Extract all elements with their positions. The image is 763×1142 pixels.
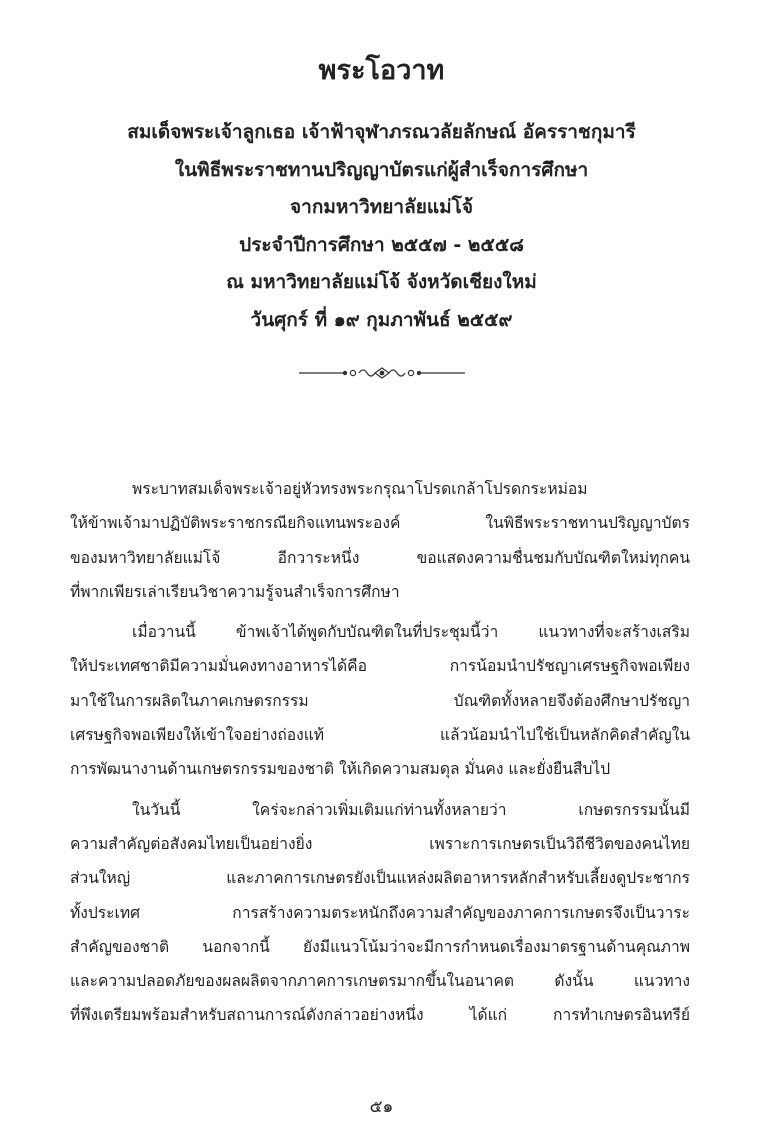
heading-line-speaker: สมเด็จพระเจ้าลูกเธอ เจ้าฟ้าจุฬาภรณวลัยลักษณ์ อัครราชกุมารี bbox=[127, 121, 636, 143]
paragraph-line: ให้ข้าพเจ้ามาปฏิบัติพระราชกรณียกิจแทนพระองค์ ในพิธีพระราชทานปริญญาบัตร bbox=[70, 514, 690, 533]
page-number: ๕๑ bbox=[369, 1097, 394, 1117]
heading-line-location: ณ มหาวิทยาลัยแม่โจ้ จังหวัดเชียงใหม่ bbox=[226, 271, 537, 293]
paragraph-line: ทั้งประเทศ การสร้างความตระหนักถึงความสำคัญของภาคการเกษตรจึงเป็นวาระ bbox=[70, 903, 690, 922]
paragraph-line: เศรษฐกิจพอเพียงให้เข้าใจอย่างถ่องแท้ แล้วน้อมนำไปใช้เป็นหลักคิดสำคัญใน bbox=[70, 726, 690, 745]
paragraph-line: ของมหาวิทยาลัยแม่โจ้ อีกวาระหนึ่ง ขอแสดงความชื่นชมกับบัณฑิตใหม่ทุกคน bbox=[70, 548, 690, 567]
paragraph-line: พระบาทสมเด็จพระเจ้าอยู่หัวทรงพระกรุณาโปรดเกล้าโปรดกระหม่อม bbox=[132, 480, 588, 498]
paragraph-line: การพัฒนางานด้านเกษตรกรรมของชาติ ให้เกิดความสมดุล มั่นคง และยั่งยืนสืบไป bbox=[70, 760, 611, 779]
paragraph-line: มาใช้ในการผลิตในภาคเกษตรกรรม บัณฑิตทั้งหลายจึงต้องศึกษาปรัชญา bbox=[70, 691, 690, 710]
paragraph-line: และความปลอดภัยของผลผลิตจากภาคการเกษตรมากขึ้นในอนาคต ดังนั้น แนวทาง bbox=[70, 972, 690, 991]
paragraph-line: ที่พึงเตรียมพร้อมสำหรับสถานการณ์ดังกล่าวอย่างหนึ่ง ได้แก่ การทำเกษตรอินทรีย์ bbox=[70, 1006, 690, 1025]
address-heading bbox=[40, 114, 723, 339]
heading-line-ceremony: ในพิธีพระราชทานปริญญาบัตรแก่ผู้สำเร็จการศึกษา bbox=[174, 158, 589, 181]
page-title: พระโอวาท bbox=[318, 55, 445, 86]
paragraph-line: ให้ประเทศชาติมีความมั่นคงทางอาหารได้คือ การน้อมนำปรัชญาเศรษฐกิจพอเพียง bbox=[70, 657, 690, 676]
paragraph-line: ความสำคัญต่อสังคมไทยเป็นอย่างยิ่ง เพราะการเกษตรเป็นวิถีชีวิตของคนไทย bbox=[70, 834, 690, 853]
flourish-ornament-icon bbox=[297, 362, 467, 384]
paragraph-2 bbox=[70, 615, 690, 786]
heading-line-academic-year: ประจำปีการศึกษา ๒๕๕๗ - ๒๕๕๘ bbox=[239, 233, 524, 256]
paragraph-1 bbox=[70, 472, 690, 609]
heading-line-university: จากมหาวิทยาลัยแม่โจ้ bbox=[290, 196, 473, 218]
paragraph-line: ส่วนใหญ่ และภาคการเกษตรยังเป็นแหล่งผลิตอาหารหลักสำหรับเลี้ยงดูประชากร bbox=[70, 869, 690, 888]
ornament-divider bbox=[0, 362, 763, 384]
paragraph-line: ในวันนี้ ใคร่จะกล่าวเพิ่มเติมแก่ท่านทั้งหลายว่า เกษตรกรรมนั้นมี bbox=[132, 800, 690, 819]
heading-line-date: วันศุกร์ ที่ ๑๙ กุมภาพันธ์ ๒๕๕๙ bbox=[250, 308, 513, 331]
paragraph-line: เมื่อวานนี้ ข้าพเจ้าได้พูดกับบัณฑิตในที่ประชุมนี้ว่า แนวทางที่จะสร้างเสริม bbox=[132, 623, 690, 642]
speech-body bbox=[70, 472, 690, 1033]
paragraph-line: ที่พากเพียรเล่าเรียนวิชาความรู้จนสำเร็จการศึกษา bbox=[70, 582, 400, 601]
paragraph-3 bbox=[70, 793, 690, 1033]
paragraph-line: สำคัญของชาติ นอกจากนี้ ยังมีแนวโน้มว่าจะมีการกำหนดเรื่องมาตรฐานด้านคุณภาพ bbox=[70, 937, 690, 956]
